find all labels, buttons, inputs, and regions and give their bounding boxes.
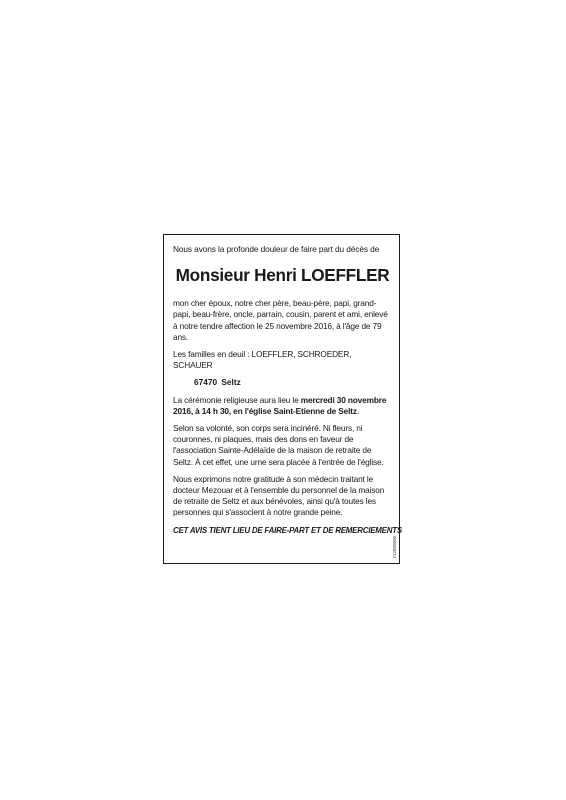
notice-paragraph-wishes: Selon sa volonté, son corps sera incinéré. Ni fleurs, ni couronnes, ni plaques, mais des dons en faveur de l'association Sainte-Adélaïde de la maison de retraite de Seltz. À cet effet, une urne sera placée à l'entrée de l'église.	[173, 423, 384, 467]
notice-address	[173, 377, 392, 388]
postal-code: 67470	[194, 377, 218, 388]
notice-paragraph-relations: mon cher époux, notre cher père, beau-père, papi, grand-papi, beau-frère, oncle, parrain, cousin, parent et ami, enlevé à notre tendre affection le 25 novembre 2016, à l'âge de 79 ans.	[173, 298, 388, 342]
notice-paragraph-gratitude: Nous exprimons notre gratitude à son médecin traitant le docteur Mezouar et à l'ensemble du personnel de la maison de retraite de Seltz et aux bénévoles, ainsi qu'à toutes les personnes qui s'associent à notre grande peine.	[173, 473, 385, 518]
ceremony-details: mercredi 30 novembre 2016, à 14 h 30, en l'église Saint-Etienne de Seltz	[173, 394, 387, 416]
notice-families: Les familles en deuil : LOEFFLER, SCHROEDER, SCHAUER	[173, 349, 352, 371]
ceremony-prefix: La cérémonie religieuse aura lieu le	[173, 394, 301, 405]
notice-intro: Nous avons la profonde douleur de faire part du décès de	[173, 244, 380, 254]
city-name: Seltz	[221, 377, 241, 388]
deceased-name: Monsieur Henri LOEFFLER	[175, 265, 390, 286]
death-notice	[163, 234, 400, 564]
notice-footer: CET AVIS TIENT LIEU DE FAIRE-PART ET DE REMERCIEMENTS	[173, 525, 402, 535]
notice-ceremony	[173, 395, 392, 417]
ceremony-suffix: .	[356, 405, 360, 416]
reference-number: 712850500	[392, 536, 397, 559]
